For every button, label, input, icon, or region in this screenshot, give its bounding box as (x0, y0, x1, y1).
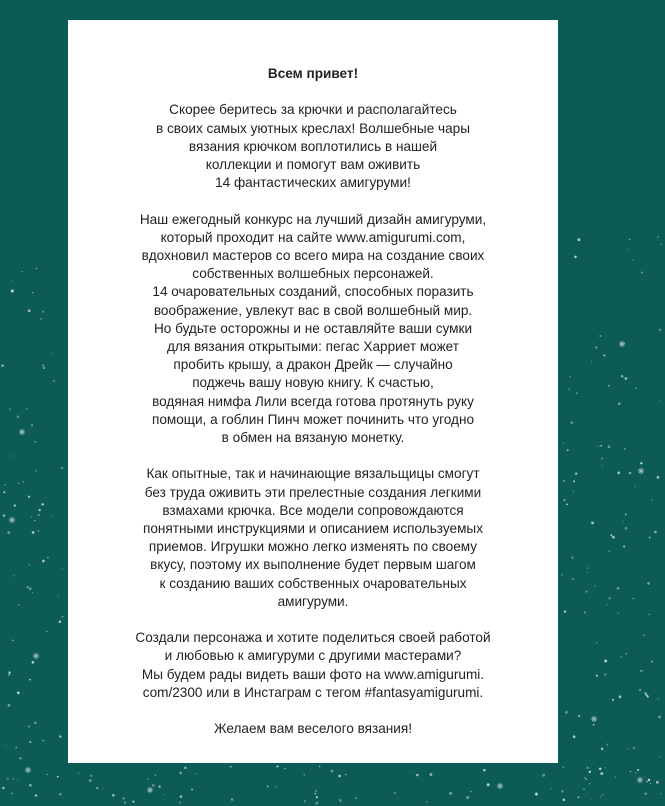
star-dot (15, 747, 17, 749)
star-dot (38, 530, 39, 531)
paragraph-line: Наш ежегодный конкурс на лучший дизайн амигуруми, (139, 211, 487, 227)
star-dot (29, 679, 31, 681)
sparkle-icon (19, 429, 25, 435)
star-dot (42, 364, 44, 366)
star-dot (26, 408, 28, 410)
star-dot (621, 375, 623, 377)
star-dot (660, 244, 661, 245)
star-dot (319, 766, 320, 767)
star-dot (416, 774, 419, 777)
star-dot (651, 661, 653, 663)
star-dot (58, 596, 59, 597)
star-dot (158, 786, 160, 788)
star-dot (649, 537, 651, 539)
star-dot (563, 767, 564, 768)
paragraph-line: помощи, а гоблин Пинч может починить что угодно (151, 411, 475, 427)
star-dot (563, 480, 565, 482)
star-dot (32, 292, 34, 294)
paragraph-line: воображение, увлекут вас в свой волшебный мир. (153, 302, 473, 318)
star-dot (8, 673, 11, 676)
star-dot (35, 441, 37, 443)
star-dot (355, 797, 357, 799)
star-dot (610, 534, 612, 536)
star-dot (124, 802, 125, 803)
sparkle-icon (637, 777, 643, 783)
star-dot (5, 746, 6, 747)
star-dot (2, 787, 5, 790)
star-dot (626, 653, 627, 654)
star-dot (601, 748, 603, 750)
star-dot (36, 268, 38, 270)
star-dot (561, 574, 563, 576)
star-dot (574, 256, 577, 259)
star-dot (576, 392, 578, 394)
star-dot (618, 613, 619, 614)
star-dot (585, 591, 587, 593)
star-dot (163, 794, 164, 795)
star-dot (315, 793, 317, 795)
star-dot (608, 385, 610, 387)
star-dot (29, 564, 30, 565)
star-dot (53, 380, 55, 382)
star-dot (51, 353, 52, 354)
star-dot (567, 449, 569, 451)
star-dot (639, 689, 641, 691)
star-dot (641, 272, 643, 274)
star-dot (17, 691, 20, 694)
star-dot (572, 578, 574, 580)
paragraph-line: для вязания открытыми: пегас Харриет может (166, 339, 460, 355)
star-dot (28, 725, 30, 727)
star-dot (643, 634, 645, 636)
star-dot (633, 259, 634, 260)
star-dot (602, 466, 603, 467)
star-dot (612, 699, 614, 701)
star-dot (600, 445, 602, 447)
star-dot (629, 239, 630, 240)
star-dot (315, 790, 317, 792)
star-dot (339, 799, 342, 802)
star-dot (59, 735, 62, 738)
star-dot (651, 500, 653, 502)
star-dot (7, 778, 9, 780)
star-dot (28, 496, 30, 498)
paragraph (68, 101, 558, 192)
star-dot (595, 585, 596, 586)
star-dot (426, 801, 427, 802)
star-dot (61, 467, 63, 469)
star-dot (22, 271, 23, 272)
star-dot (604, 659, 607, 662)
star-dot (43, 367, 45, 369)
star-dot (605, 767, 606, 768)
star-dot (179, 772, 182, 775)
star-dot (62, 568, 63, 569)
star-dot (630, 771, 631, 772)
star-dot (3, 491, 5, 493)
paragraph-line: com/2300 или в Инстаграм с тегом #fantasyamigurumi. (142, 684, 484, 700)
star-dot (615, 777, 616, 778)
star-dot (550, 788, 551, 789)
star-dot (487, 783, 490, 786)
star-dot (648, 614, 650, 616)
star-dot (394, 792, 396, 794)
star-dot (27, 586, 29, 588)
star-dot (625, 527, 628, 530)
star-dot (316, 796, 318, 798)
star-dot (640, 462, 642, 464)
star-dot (78, 772, 80, 774)
star-dot (32, 592, 33, 593)
star-dot (42, 311, 44, 313)
star-dot (31, 516, 32, 517)
star-dot (11, 290, 14, 293)
star-dot (644, 776, 645, 777)
paragraph-line: без труда оживить эти прелестные создания легкими (144, 484, 482, 500)
star-dot (623, 546, 625, 548)
star-dot (633, 598, 634, 599)
star-dot (599, 767, 602, 770)
star-dot (586, 767, 588, 769)
star-dot (619, 695, 622, 698)
star-dot (47, 557, 48, 558)
star-dot (191, 788, 193, 790)
star-dot (8, 704, 11, 707)
star-dot (410, 771, 411, 772)
star-dot (598, 446, 599, 447)
star-dot (600, 772, 603, 775)
star-dot (112, 794, 115, 797)
star-dot (4, 484, 5, 485)
star-dot (593, 724, 595, 726)
star-dot (601, 457, 603, 459)
paragraph-line: вязания крючком воплотились в нашей (188, 138, 438, 154)
star-dot (648, 779, 650, 781)
star-dot (338, 775, 341, 778)
star-dot (578, 796, 580, 798)
star-dot (561, 790, 563, 792)
paragraph-line: собственных волшебных персонажей. (192, 266, 434, 282)
star-dot (57, 776, 59, 778)
star-dot (13, 575, 15, 577)
star-dot (18, 780, 19, 781)
star-dot (606, 744, 608, 746)
star-dot (31, 424, 33, 426)
star-dot (586, 779, 587, 780)
star-dot (583, 788, 584, 789)
paragraph-line: 14 фантастических амигуруми! (215, 175, 411, 191)
paragraph-line: в своих самых уютных креслах! Волшебные чары (155, 120, 471, 136)
star-dot (267, 786, 269, 788)
star-dot (9, 671, 11, 673)
paragraph-line: Создали персонажа и хотите поделиться своей работой (135, 630, 491, 646)
star-dot (184, 767, 187, 770)
star-dot (618, 402, 621, 405)
paragraph-line: 14 очаровательных созданий, способных поразить (152, 284, 474, 300)
star-dot (650, 783, 651, 784)
star-dot (155, 775, 157, 777)
star-dot (1, 364, 3, 366)
star-dot (38, 509, 41, 512)
star-dot (635, 486, 636, 487)
star-dot (658, 716, 661, 719)
star-dot (640, 670, 641, 671)
paragraph-line: взмахами крючка. Все модели сопровождаются (162, 502, 464, 518)
paragraph-line: поджечь вашу новую книгу. К счастью, (192, 375, 434, 391)
star-dot (595, 346, 597, 348)
star-dot (315, 802, 318, 805)
star-dot (624, 448, 626, 450)
sparkle-icon (25, 767, 31, 773)
star-dot (602, 794, 603, 795)
star-dot (179, 802, 181, 804)
sparkle-icon (591, 716, 597, 722)
paragraph-line: Мы будем рады видеть ваши фото на www.amigurumi. (141, 666, 485, 682)
paragraph-line: и любовью к амигуруми с другими мастерами? (164, 648, 462, 664)
star-dot (660, 399, 661, 400)
star-dot (659, 756, 660, 757)
star-dot (629, 472, 632, 475)
paragraph-line: который проходит на сайте www.amigurumi.com, (160, 229, 466, 245)
star-dot (612, 536, 615, 539)
star-dot (584, 777, 586, 779)
star-dot (660, 793, 662, 795)
star-dot (608, 597, 610, 599)
star-dot (23, 481, 24, 482)
star-dot (620, 656, 622, 658)
star-dot (642, 670, 643, 671)
star-dot (656, 781, 659, 784)
closing-line: Желаем вам веселого вязания! (213, 721, 413, 737)
star-dot (429, 773, 432, 776)
star-dot (89, 779, 92, 782)
star-dot (304, 800, 306, 802)
star-dot (304, 774, 305, 775)
greeting-heading: Всем привет! (267, 66, 359, 81)
star-dot (657, 698, 658, 699)
star-dot (606, 604, 607, 605)
star-dot (565, 711, 568, 714)
star-dot (449, 792, 452, 795)
star-dot (564, 610, 566, 612)
document-text (68, 65, 558, 738)
star-dot (34, 520, 35, 521)
star-dot (623, 521, 624, 522)
star-dot (628, 748, 629, 749)
star-dot (59, 620, 62, 623)
star-dot (573, 480, 575, 482)
star-dot (573, 735, 576, 738)
sparkle-icon (33, 653, 39, 659)
star-dot (569, 389, 570, 390)
star-dot (608, 446, 611, 449)
star-dot (9, 408, 11, 410)
star-dot (42, 560, 45, 563)
star-dot (11, 280, 12, 281)
star-dot (628, 248, 629, 249)
star-dot (617, 471, 620, 474)
star-dot (657, 236, 659, 238)
star-dot (635, 388, 636, 389)
star-dot (18, 482, 20, 484)
star-dot (7, 531, 10, 534)
star-dot (596, 675, 598, 677)
star-dot (132, 801, 134, 803)
sparkle-icon (619, 341, 625, 347)
star-dot (284, 768, 285, 769)
star-dot (589, 783, 591, 785)
star-dot (38, 514, 40, 516)
paragraph (68, 465, 558, 611)
star-dot (471, 791, 472, 792)
star-dot (562, 798, 565, 801)
star-dot (19, 757, 21, 759)
paragraph (68, 211, 558, 448)
star-dot (584, 611, 586, 613)
star-dot (591, 521, 594, 524)
paragraph-line: к созданию ваших собственных очаровательных (159, 575, 467, 591)
star-dot (617, 587, 620, 590)
star-dot (603, 354, 605, 356)
paragraph-line: в обмен на вязаную монетку. (221, 430, 405, 446)
star-dot (647, 582, 650, 585)
sparkle-icon (638, 468, 644, 474)
sparkle-icon (9, 517, 15, 523)
star-dot (625, 514, 627, 516)
star-dot (586, 572, 587, 573)
paragraph (68, 629, 558, 702)
star-dot (589, 771, 591, 773)
paragraph-line: вдохновил мастеров со всего мира на создание своих (141, 248, 485, 263)
star-dot (591, 799, 592, 800)
star-dot (180, 795, 183, 798)
star-dot (231, 798, 234, 801)
star-dot (600, 796, 601, 797)
star-dot (599, 335, 601, 337)
star-dot (32, 661, 35, 664)
star-dot (90, 775, 92, 777)
star-dot (59, 793, 61, 795)
paragraph-line: коллекции и помогут вам оживить (205, 157, 421, 172)
star-dot (34, 721, 37, 724)
star-dot (123, 797, 125, 799)
star-dot (466, 796, 469, 799)
star-dot (609, 550, 611, 552)
star-dot (12, 640, 13, 641)
star-dot (17, 416, 19, 418)
star-dot (637, 769, 639, 771)
star-dot (571, 556, 574, 559)
star-dot (11, 793, 13, 795)
star-dot (14, 504, 16, 506)
star-dot (3, 514, 5, 516)
star-dot (483, 769, 486, 772)
star-dot (28, 309, 31, 312)
star-dot (102, 788, 103, 789)
star-dot (657, 476, 660, 479)
star-dot (563, 443, 564, 444)
star-dot (573, 491, 574, 492)
star-dot (195, 773, 196, 774)
star-dot (535, 793, 538, 796)
paragraph-line: Но будьте осторожны и не оставляйте ваши сумки (153, 320, 473, 336)
star-dot (645, 694, 647, 696)
star-dot (276, 786, 278, 788)
star-dot (566, 503, 568, 505)
paragraph-line: Скорее беритесь за крючки и располагайтесь (169, 102, 457, 118)
star-dot (35, 470, 36, 471)
paragraphs (68, 101, 558, 702)
star-dot (276, 765, 278, 767)
star-dot (644, 793, 647, 796)
star-dot (12, 778, 13, 779)
star-dot (29, 587, 32, 590)
sparkle-icon (147, 787, 153, 793)
paragraph-line: вкусу, поэтому их выполнение будет первым шагом (150, 557, 476, 573)
star-dot (41, 503, 44, 506)
star-dot (96, 787, 98, 789)
star-dot (43, 740, 44, 741)
star-dot (587, 568, 588, 569)
paragraph-line: приемов. Игрушки можно легко изменять по своему (148, 539, 478, 555)
star-dot (35, 794, 37, 796)
star-dot (47, 774, 48, 775)
paragraph-line: понятными инструкциями и описанием используемых (143, 521, 483, 537)
star-dot (345, 774, 346, 775)
star-dot (62, 616, 64, 618)
star-dot (596, 642, 597, 643)
paragraph-line: водяная нимфа Лили всегда готова протянуть руку (152, 393, 474, 409)
star-dot (570, 376, 571, 377)
star-dot (646, 781, 648, 783)
star-dot (230, 766, 232, 768)
paragraph-line: амигуруми. (277, 593, 349, 609)
document-page (68, 20, 558, 763)
star-dot (633, 747, 635, 749)
star-dot (12, 455, 13, 456)
star-dot (563, 499, 565, 501)
paragraph-line: пробить крышу, а дракон Дрейк — случайно (173, 357, 453, 373)
star-dot (32, 531, 35, 534)
star-dot (147, 779, 148, 780)
star-dot (624, 377, 627, 380)
star-dot (604, 673, 607, 676)
star-dot (52, 515, 53, 516)
star-dot (331, 770, 334, 773)
star-dot (591, 361, 592, 362)
star-dot (29, 784, 32, 787)
star-dot (46, 631, 48, 633)
star-dot (152, 784, 155, 787)
star-dot (40, 318, 42, 320)
star-dot (18, 604, 19, 605)
star-dot (578, 715, 580, 717)
star-dot (542, 774, 545, 777)
star-dot (571, 421, 574, 424)
star-dot (659, 328, 662, 331)
star-dot (578, 238, 581, 241)
star-dot (575, 473, 577, 475)
sparkle-icon (497, 783, 503, 789)
star-dot (29, 741, 31, 743)
star-dot (636, 772, 637, 773)
paragraph-line: Как опытные, так и начинающие вязальщицы смогут (146, 466, 480, 482)
star-dot (654, 531, 657, 534)
